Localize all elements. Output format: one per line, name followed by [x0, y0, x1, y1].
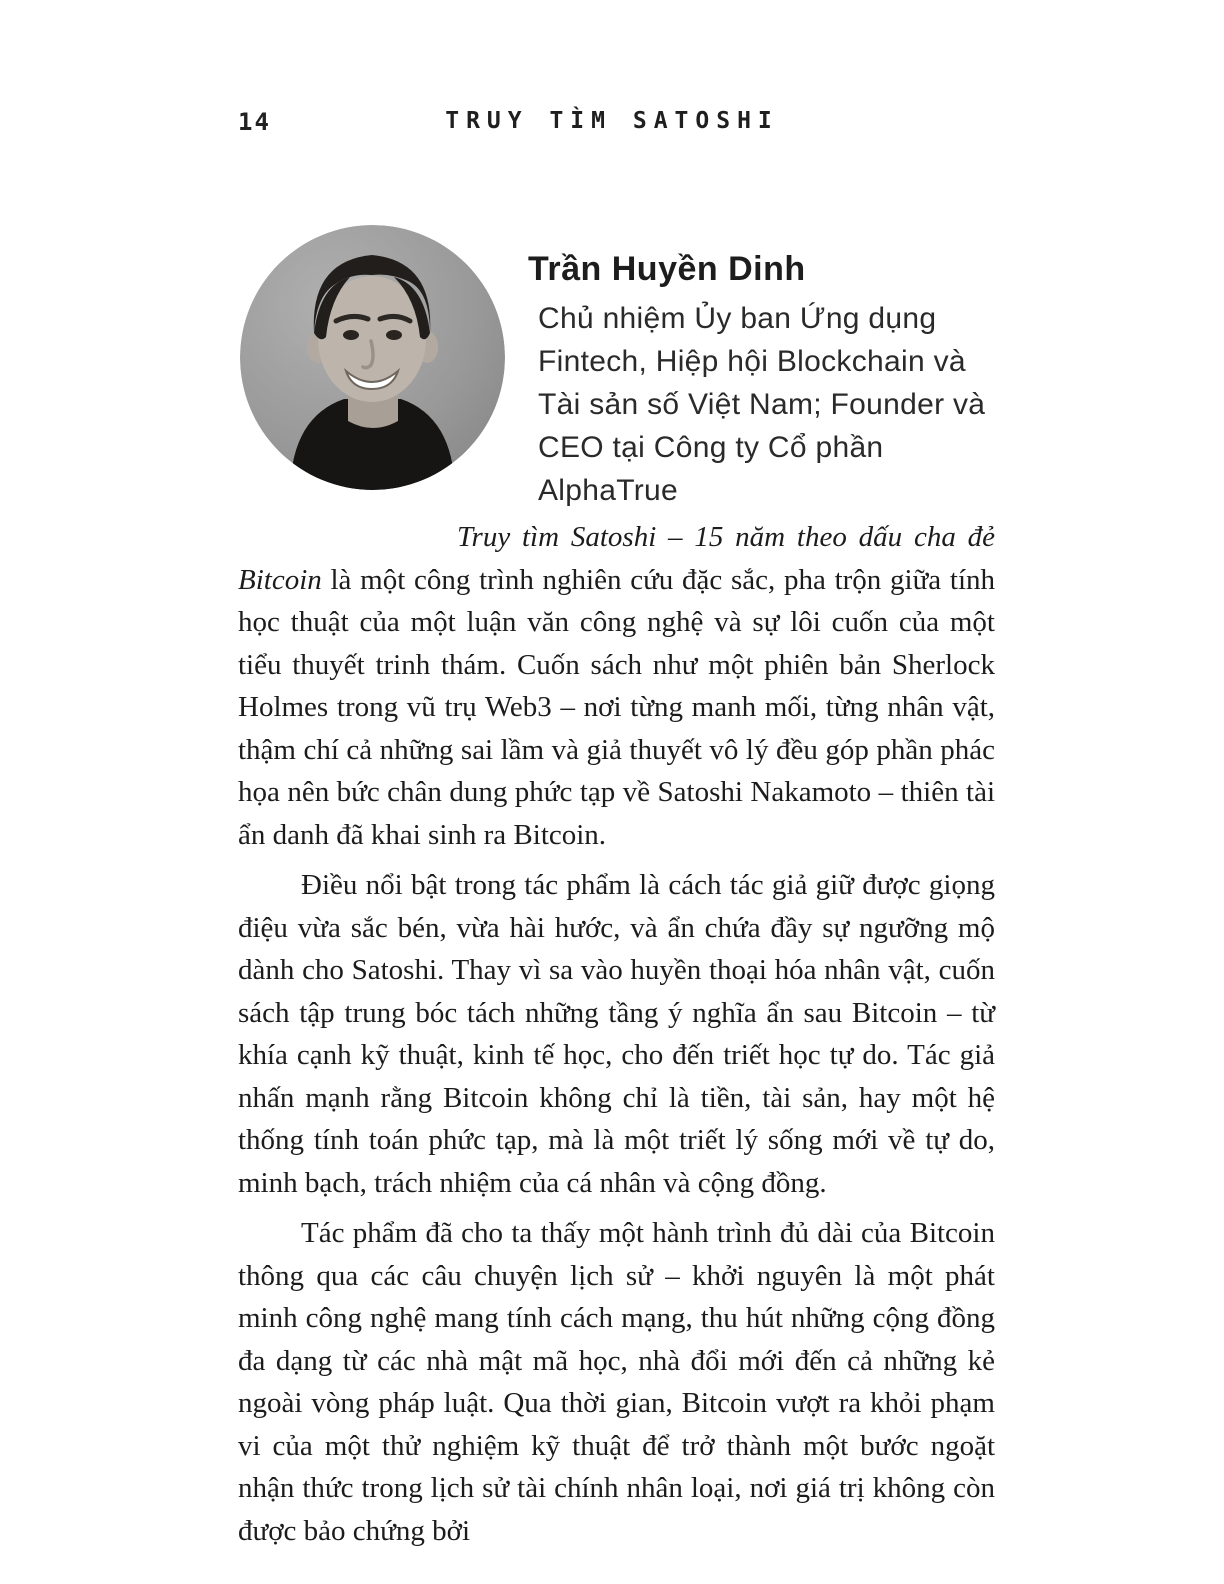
review-paragraph-3: Tác phẩm đã cho ta thấy một hành trình đủ dài của Bitcoin thông qua các câu chuyện lịch sử – khởi nguyên là một phát minh công nghệ mang tính cách mạng, thu hút những cộng đồng đa dạng từ các nhà mật mã học, nhà đổi mới đến cả những kẻ ngoài vòng pháp luật. Qua thời gian, Bitcoin vượt ra khỏi phạm vi của một thử nghiệm kỹ thuật để trở thành một bước ngoặt nhận thức trong lịch sử tài chính nhân loại, nơi giá trị không còn được bảo chứng bởi: [238, 1217, 995, 1547]
author-name: Trần Huyền Dinh: [528, 250, 806, 288]
author-portrait-photo: [240, 225, 505, 490]
page-number: 14: [238, 108, 271, 136]
author-title-line: Tài sản số Việt Nam; Founder và: [538, 388, 986, 421]
review-paragraph-2: Điều nổi bật trong tác phẩm là cách tác giả giữ được giọng điệu vừa sắc bén, vừa hài hước, và ẩn chứa đầy sự ngưỡng mộ dành cho Satoshi. Thay vì sa vào huyền thoại hóa nhân vật, cuốn sách tập trung bóc tách những tầng ý nghĩa ẩn sau Bitcoin – từ khía cạnh kỹ thuật, kinh tế học, cho đến triết học tự do. Tác giả nhấn mạnh rằng Bitcoin không chỉ là tiền, tài sản, hay một hệ thống tính toán phức tạp, mà là một triết lý sống mới về tự do, minh bạch, trách nhiệm của cá nhân và cộng đồng.: [238, 869, 995, 1199]
author-titles: [528, 297, 995, 512]
author-title-line: Chủ nhiệm Ủy ban Ứng dụng: [538, 302, 937, 335]
page-content: [238, 225, 995, 1552]
review-paragraph-1: [238, 516, 995, 856]
author-photo-float: [238, 225, 493, 557]
portrait-illustration: [240, 225, 505, 490]
author-title-line: Fintech, Hiệp hội Blockchain và: [538, 345, 966, 378]
author-title-line: CEO tại Công ty Cổ phần AlphaTrue: [538, 431, 884, 507]
book-title-italic: Truy tìm Satoshi – 15 năm theo dấu cha đẻ Bitcoin: [238, 521, 995, 596]
author-info-block: [493, 225, 995, 512]
review-paragraph-1-text: là một công trình nghiên cứu đặc sắc, pha trộn giữa tính học thuật của một luận văn công nghệ và sự lôi cuốn của một tiểu thuyết trinh thám. Cuốn sách như một phiên bản Sherlock Holmes trong vũ trụ Web3 – nơi từng manh mối, từng nhân vật, thậm chí cả những sai lầm và giả thuyết vô lý đều góp phần phác họa nên bức chân dung phức tạp về Satoshi Nakamoto – thiên tài ẩn danh đã khai sinh ra Bitcoin.: [238, 563, 995, 851]
running-title: TRUY TÌM SATOSHI: [445, 108, 779, 134]
